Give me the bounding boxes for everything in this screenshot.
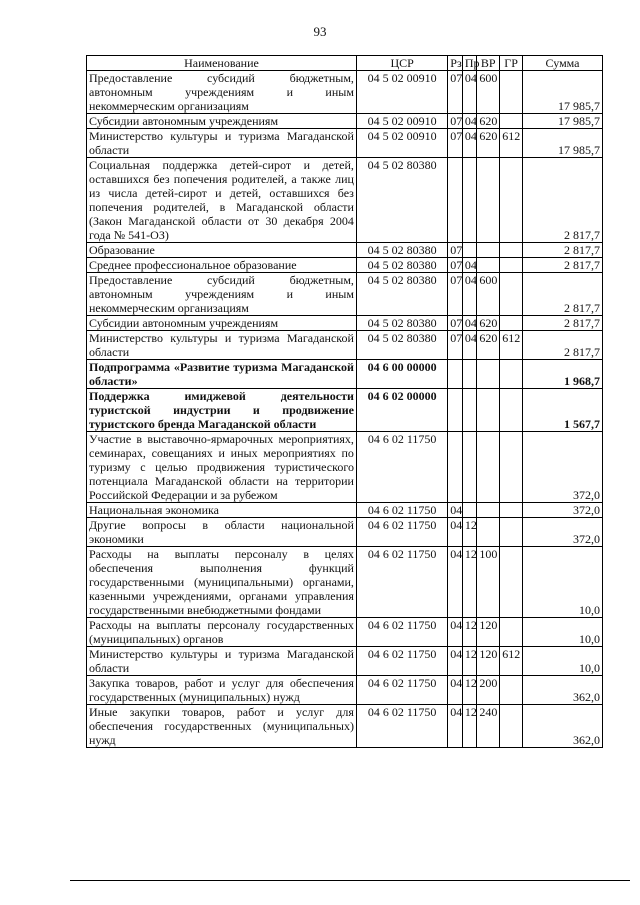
cell-name: Закупка товаров, работ и услуг для обеспечения государственных (муниципальных) нужд [87, 676, 357, 705]
cell-sum: 10,0 [523, 547, 603, 618]
cell-sum: 372,0 [523, 432, 603, 503]
cell-gr [500, 273, 523, 316]
cell-pr [462, 360, 477, 389]
cell-rz: 07 [448, 273, 463, 316]
header-pr: Пр [462, 56, 477, 71]
cell-csr: 04 5 02 80380 [356, 258, 447, 273]
cell-sum: 372,0 [523, 518, 603, 547]
cell-gr [500, 432, 523, 503]
table-row [87, 273, 603, 316]
table-row [87, 258, 603, 273]
table-row [87, 547, 603, 618]
cell-vr [477, 360, 500, 389]
cell-pr: 12 [462, 705, 477, 748]
cell-gr [500, 258, 523, 273]
cell-name: Подпрограмма «Развитие туризма Магаданской области» [87, 360, 357, 389]
cell-rz: 07 [448, 71, 463, 114]
table-row [87, 243, 603, 258]
cell-sum: 1 567,7 [523, 389, 603, 432]
table-row [87, 518, 603, 547]
cell-pr [462, 503, 477, 518]
cell-csr: 04 6 02 11750 [356, 676, 447, 705]
cell-name: Национальная экономика [87, 503, 357, 518]
cell-pr: 12 [462, 647, 477, 676]
cell-sum: 2 817,7 [523, 158, 603, 243]
cell-csr: 04 6 00 00000 [356, 360, 447, 389]
cell-gr [500, 243, 523, 258]
cell-name: Предоставление субсидий бюджетным, автономным учреждениям и иным некоммерческим организациям [87, 71, 357, 114]
header-csr: ЦСР [356, 56, 447, 71]
cell-gr [500, 705, 523, 748]
cell-sum: 2 817,7 [523, 316, 603, 331]
cell-rz: 04 [448, 618, 463, 647]
cell-csr: 04 6 02 11750 [356, 705, 447, 748]
cell-pr: 12 [462, 618, 477, 647]
cell-csr: 04 5 02 00910 [356, 129, 447, 158]
cell-pr: 04 [462, 129, 477, 158]
cell-vr [477, 432, 500, 503]
cell-name: Образование [87, 243, 357, 258]
cell-name: Предоставление субсидий бюджетным, автономным учреждениям и иным некоммерческим организациям [87, 273, 357, 316]
cell-name: Поддержка имиджевой деятельности туристской индустрии и продвижение туристского бренда Магаданской области [87, 389, 357, 432]
cell-sum: 2 817,7 [523, 243, 603, 258]
cell-pr: 12 [462, 518, 477, 547]
cell-name: Министерство культуры и туризма Магаданской области [87, 331, 357, 360]
cell-sum: 362,0 [523, 705, 603, 748]
header-sum: Сумма [523, 56, 603, 71]
cell-sum: 362,0 [523, 676, 603, 705]
cell-pr: 04 [462, 331, 477, 360]
cell-vr [477, 518, 500, 547]
table-row [87, 360, 603, 389]
cell-csr: 04 6 02 11750 [356, 518, 447, 547]
cell-sum: 10,0 [523, 618, 603, 647]
cell-gr [500, 547, 523, 618]
cell-gr [500, 389, 523, 432]
cell-rz: 04 [448, 676, 463, 705]
table-row [87, 71, 603, 114]
cell-gr [500, 503, 523, 518]
cell-pr [462, 389, 477, 432]
cell-csr: 04 5 02 00910 [356, 114, 447, 129]
cell-rz: 04 [448, 503, 463, 518]
cell-rz [448, 432, 463, 503]
cell-pr: 04 [462, 258, 477, 273]
page-number: 93 [313, 24, 327, 39]
cell-vr [477, 503, 500, 518]
cell-pr [462, 243, 477, 258]
cell-csr: 04 5 02 80380 [356, 273, 447, 316]
cell-vr: 620 [477, 114, 500, 129]
cell-csr: 04 6 02 11750 [356, 647, 447, 676]
table-row [87, 647, 603, 676]
table-row [87, 503, 603, 518]
table-row [87, 705, 603, 748]
cell-gr [500, 158, 523, 243]
cell-pr: 04 [462, 114, 477, 129]
table-row [87, 618, 603, 647]
cell-rz: 07 [448, 129, 463, 158]
cell-gr [500, 518, 523, 547]
table-row [87, 316, 603, 331]
cell-name: Министерство культуры и туризма Магаданской области [87, 129, 357, 158]
cell-name: Министерство культуры и туризма Магаданской области [87, 647, 357, 676]
cell-gr [500, 360, 523, 389]
header-name: Наименование [87, 56, 357, 71]
cell-sum: 17 985,7 [523, 71, 603, 114]
budget-table [86, 55, 603, 748]
cell-name: Расходы на выплаты персоналу в целях обеспечения выполнения функций государственными (муниципальными) органами, казенными учреждениями, органами управления государственными внебюджетными фондами [87, 547, 357, 618]
cell-rz: 07 [448, 331, 463, 360]
table-row [87, 129, 603, 158]
cell-name: Участие в выставочно-ярмарочных мероприятиях, семинарах, совещаниях и иных мероприятиях по туризму с целью продвижения туристического потенциала Магаданской области на территории Российской Федерации и за рубежом [87, 432, 357, 503]
cell-csr: 04 5 02 00910 [356, 71, 447, 114]
cell-csr: 04 6 02 11750 [356, 547, 447, 618]
cell-rz: 07 [448, 243, 463, 258]
cell-gr [500, 71, 523, 114]
cell-sum: 2 817,7 [523, 258, 603, 273]
table-row [87, 432, 603, 503]
header-rz: Рз [448, 56, 463, 71]
cell-pr [462, 158, 477, 243]
cell-gr [500, 618, 523, 647]
table-row [87, 389, 603, 432]
table-row [87, 114, 603, 129]
cell-sum: 10,0 [523, 647, 603, 676]
cell-pr: 04 [462, 273, 477, 316]
cell-csr: 04 5 02 80380 [356, 316, 447, 331]
cell-pr: 04 [462, 71, 477, 114]
table-row [87, 676, 603, 705]
header-gr: ГР [500, 56, 523, 71]
cell-name: Субсидии автономным учреждениям [87, 316, 357, 331]
table-body [87, 71, 603, 748]
cell-csr: 04 5 02 80380 [356, 331, 447, 360]
cell-pr [462, 432, 477, 503]
cell-gr: 612 [500, 331, 523, 360]
cell-rz: 04 [448, 647, 463, 676]
cell-gr [500, 676, 523, 705]
cell-sum: 372,0 [523, 503, 603, 518]
table-row [87, 158, 603, 243]
cell-vr [477, 258, 500, 273]
bottom-divider [70, 880, 630, 881]
cell-vr [477, 389, 500, 432]
cell-rz: 04 [448, 705, 463, 748]
cell-sum: 2 817,7 [523, 331, 603, 360]
cell-vr [477, 243, 500, 258]
cell-vr: 600 [477, 71, 500, 114]
cell-vr: 620 [477, 331, 500, 360]
cell-rz [448, 389, 463, 432]
cell-name: Социальная поддержка детей-сирот и детей, оставшихся без попечения родителей, а также лиц из числа детей-сирот и детей, оставшихся без попечения родителей, в Магаданской области (Закон Магаданской области от 30 декабря 2004 года № 541-ОЗ) [87, 158, 357, 243]
header-vr: ВР [477, 56, 500, 71]
cell-csr: 04 6 02 11750 [356, 432, 447, 503]
cell-vr: 120 [477, 647, 500, 676]
cell-name: Иные закупки товаров, работ и услуг для обеспечения государственных (муниципальных) нужд [87, 705, 357, 748]
cell-name: Среднее профессиональное образование [87, 258, 357, 273]
cell-vr: 620 [477, 129, 500, 158]
cell-gr [500, 316, 523, 331]
cell-vr: 620 [477, 316, 500, 331]
cell-vr: 600 [477, 273, 500, 316]
cell-rz [448, 360, 463, 389]
cell-rz: 07 [448, 316, 463, 331]
cell-gr: 612 [500, 647, 523, 676]
cell-name: Другие вопросы в области национальной экономики [87, 518, 357, 547]
cell-csr: 04 6 02 11750 [356, 503, 447, 518]
table-header-row [87, 56, 603, 71]
cell-rz: 04 [448, 547, 463, 618]
cell-sum: 1 968,7 [523, 360, 603, 389]
cell-gr [500, 114, 523, 129]
cell-rz: 07 [448, 258, 463, 273]
cell-vr: 240 [477, 705, 500, 748]
cell-csr: 04 6 02 00000 [356, 389, 447, 432]
cell-rz: 04 [448, 518, 463, 547]
cell-vr: 120 [477, 618, 500, 647]
cell-csr: 04 6 02 11750 [356, 618, 447, 647]
cell-rz: 07 [448, 114, 463, 129]
cell-pr: 12 [462, 676, 477, 705]
cell-sum: 17 985,7 [523, 114, 603, 129]
cell-vr: 200 [477, 676, 500, 705]
cell-name: Расходы на выплаты персоналу государственных (муниципальных) органов [87, 618, 357, 647]
cell-rz [448, 158, 463, 243]
cell-sum: 2 817,7 [523, 273, 603, 316]
cell-vr: 100 [477, 547, 500, 618]
cell-sum: 17 985,7 [523, 129, 603, 158]
cell-name: Субсидии автономным учреждениям [87, 114, 357, 129]
cell-pr: 04 [462, 316, 477, 331]
cell-csr: 04 5 02 80380 [356, 158, 447, 243]
cell-vr [477, 158, 500, 243]
table-row [87, 331, 603, 360]
cell-gr: 612 [500, 129, 523, 158]
cell-csr: 04 5 02 80380 [356, 243, 447, 258]
cell-pr: 12 [462, 547, 477, 618]
